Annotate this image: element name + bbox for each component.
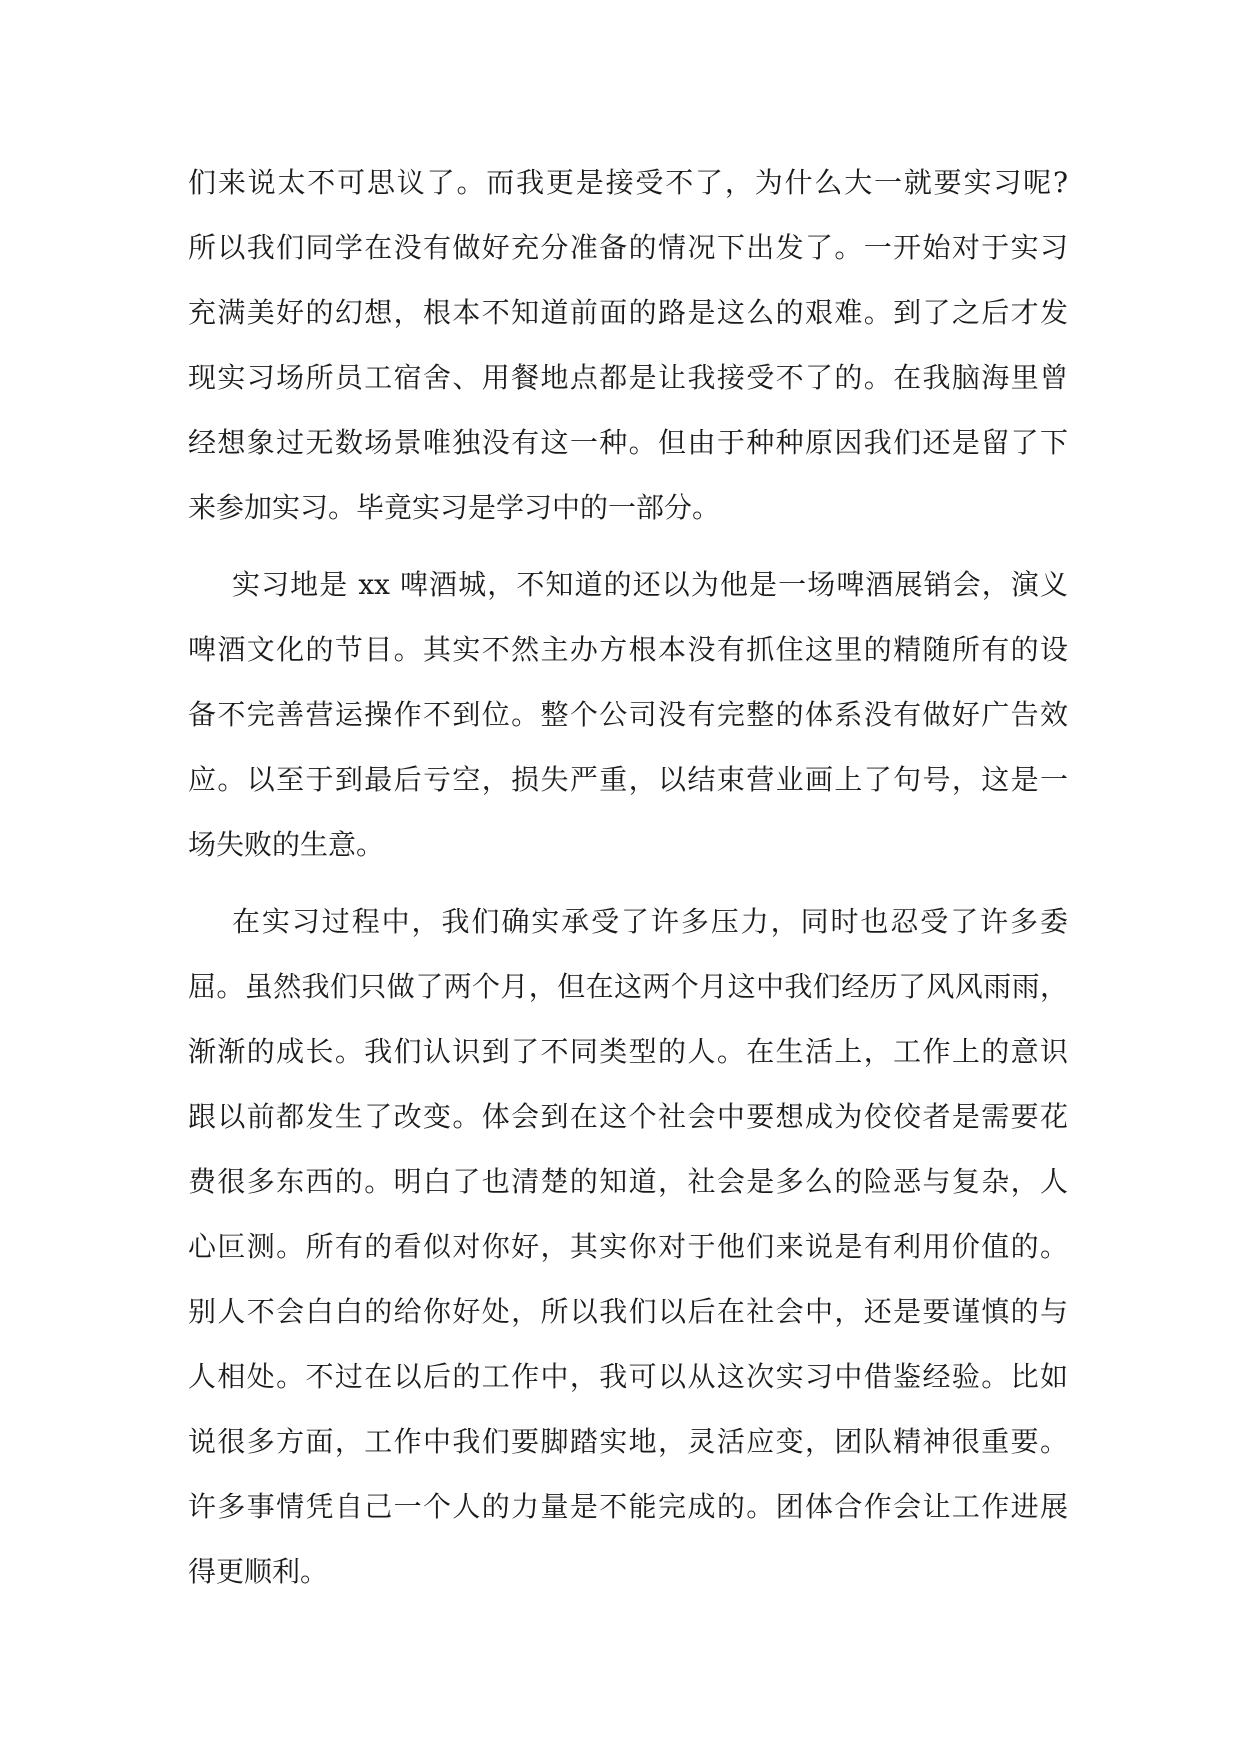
- text-line: 得更顺利。: [188, 1555, 329, 1588]
- text-line: 渐渐的成长。我们认识到了不同类型的人。在生活上，工作上的意识: [188, 1035, 1068, 1068]
- text-line: 应。以至于到最后亏空，损失严重，以结束营业画上了句号，这是一: [188, 763, 1068, 796]
- text-line: 心叵测。所有的看似对你好，其实你对于他们来说是有利用价值的。: [188, 1230, 1068, 1263]
- text-line: 充满美好的幻想，根本不知道前面的路是这么的艰难。到了之后才发: [188, 296, 1068, 329]
- text-line: 所以我们同学在没有做好充分准备的情况下出发了。一开始对于实习: [188, 231, 1068, 264]
- paragraph-3: [188, 899, 1068, 1614]
- text-line: 经想象过无数场景唯独没有这一种。但由于种种原因我们还是留了下: [188, 426, 1068, 459]
- paragraph-1: [188, 160, 1068, 550]
- text-line: 实习地是 xx 啤酒城，不知道的还以为他是一场啤酒展销会，演义: [232, 568, 1068, 601]
- document-body: [188, 160, 1068, 1626]
- paragraph-2: [188, 562, 1068, 887]
- text-line: 啤酒文化的节目。其实不然主办方根本没有抓住这里的精随所有的设: [188, 633, 1068, 666]
- text-line: 许多事情凭自己一个人的力量是不能完成的。团体合作会让工作进展: [188, 1490, 1068, 1523]
- text-line: 现实习场所员工宿舍、用餐地点都是让我接受不了的。在我脑海里曾: [188, 361, 1068, 394]
- text-line: 场失败的生意。: [188, 828, 385, 861]
- text-line: 备不完善营运操作不到位。整个公司没有完整的体系没有做好广告效: [188, 698, 1068, 731]
- text-line: 们来说太不可思议了。而我更是接受不了，为什么大一就要实习呢?: [188, 166, 1068, 199]
- text-line: 屈。虽然我们只做了两个月，但在这两个月这中我们经历了风风雨雨，: [188, 970, 1068, 1003]
- text-line: 别人不会白白的给你好处，所以我们以后在社会中，还是要谨慎的与: [188, 1295, 1068, 1328]
- text-line: 人相处。不过在以后的工作中，我可以从这次实习中借鉴经验。比如: [188, 1360, 1068, 1393]
- text-line: 在实习过程中，我们确实承受了许多压力，同时也忍受了许多委: [232, 905, 1068, 938]
- text-line: 说很多方面，工作中我们要脚踏实地，灵活应变，团队精神很重要。: [188, 1425, 1068, 1458]
- text-line: 费很多东西的。明白了也清楚的知道，社会是多么的险恶与复杂，人: [188, 1165, 1068, 1198]
- text-line: 来参加实习。毕竟实习是学习中的一部分。: [188, 491, 721, 524]
- text-line: 跟以前都发生了改变。体会到在这个社会中要想成为佼佼者是需要花: [188, 1100, 1068, 1133]
